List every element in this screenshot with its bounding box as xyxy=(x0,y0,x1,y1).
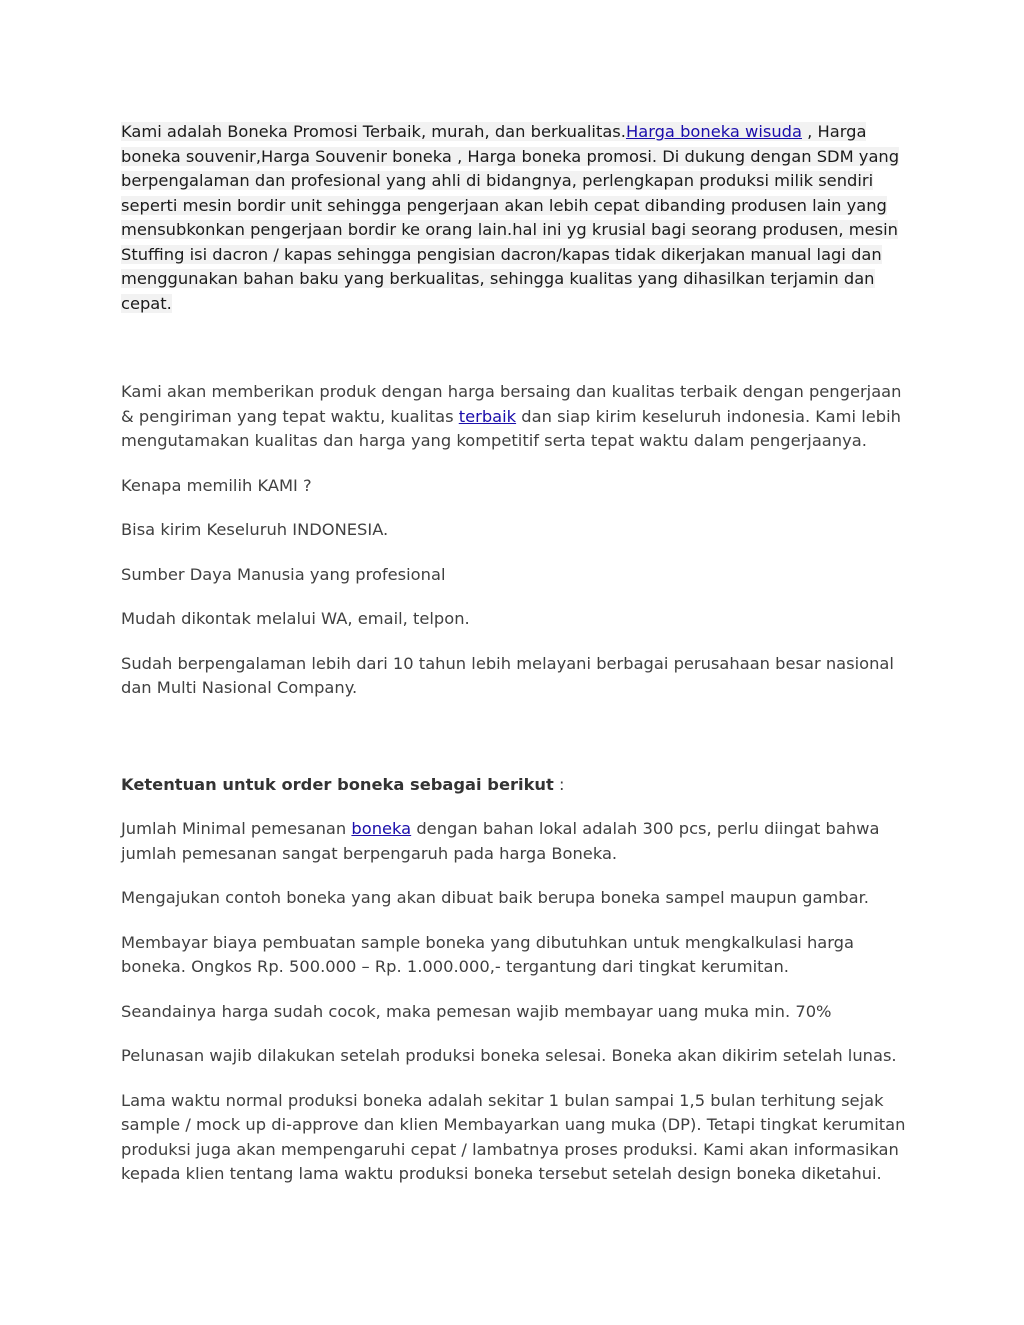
intro-text-start: Kami adalah Boneka Promosi Terbaik, murah, dan berkualitas. xyxy=(121,122,626,141)
terms-production-time: Lama waktu normal produksi boneka adalah sekitar 1 bulan sampai 1,5 bulan terhitung sejak sample / mock up di-approve dan klien Membayarkan uang muka (DP). Tetapi tingkat kerumitan produksi juga akan mempengaruhi cepat / lambatnya proses produksi. Kami akan informasikan kepada klien tentang lama waktu produksi boneka tersebut setelah design boneka diketahui. xyxy=(121,1090,906,1183)
min-order-text-end: dengan bahan lokal adalah 300 pcs, perlu diingat bahwa jumlah pemesanan sangat berpengaruh pada harga Boneka. xyxy=(121,819,880,863)
harga-boneka-wisuda-link[interactable]: Harga boneka wisuda xyxy=(625,122,802,141)
intro-paragraph xyxy=(121,120,911,316)
terbaik-link[interactable]: terbaik xyxy=(458,406,517,426)
reason-shipping: Bisa kirim Keseluruh INDONESIA. xyxy=(121,520,389,539)
terms-min-order xyxy=(121,817,911,866)
document-body xyxy=(121,120,911,1207)
section-spacer xyxy=(121,721,911,773)
terms-heading-colon: : xyxy=(553,774,565,794)
terms-sample-fee: Membayar biaya pembuatan sample boneka yang dibutuhkan untuk mengkalkulasi harga boneka. Ongkos Rp. 500.000 – Rp. 1.000.000,- tergantung dari tingkat kerumitan. xyxy=(121,932,854,976)
terms-settlement: Pelunasan wajib dilakukan setelah produksi boneka selesai. Boneka akan dikirim setelah lunas. xyxy=(121,1046,897,1065)
why-question: Kenapa memilih KAMI ? xyxy=(121,475,312,495)
boneka-link[interactable]: boneka xyxy=(351,819,412,838)
terms-sample-submission: Mengajukan contoh boneka yang akan dibuat baik berupa boneka sampel maupun gambar. xyxy=(121,888,869,907)
intro-highlight xyxy=(121,122,899,313)
terms-heading-text: Ketentuan untuk order boneka sebagai berikut xyxy=(121,774,554,794)
offer-text-start: Kami akan memberikan produk dengan harga bersaing dan kualitas terbaik dengan pengerjaan & pengiriman yang tepat waktu, kualitas xyxy=(121,382,902,426)
intro-text-end: , Harga boneka souvenir,Harga Souvenir boneka , Harga boneka promosi. Di dukung dengan SDM yang berpengalaman dan profesional yang ahli di bidangnya, perlengkapan produksi milik sendiri seperti mesin bordir unit sehingga pengerjaan akan lebih cepat dibanding produsen lain yang mensubkonkan pengerjaan bordir ke orang lain.hal ini yg krusial bagi seorang produsen, mesin Stuffing isi dacron / kapas sehingga pengisian dacron/kapas tidak dikerjakan manual lagi dan menggunakan bahan baku yang berkualitas, sehingga kualitas yang dihasilkan terjamin dan cepat. xyxy=(121,122,900,313)
terms-heading xyxy=(121,773,911,798)
terms-down-payment: Seandainya harga sudah cocok, maka pemesan wajib membayar uang muka min. 70% xyxy=(121,1001,832,1021)
reason-professional-staff: Sumber Daya Manusia yang profesional xyxy=(121,564,446,584)
min-order-text-start: Jumlah Minimal pemesanan xyxy=(121,819,352,838)
reason-easy-contact: Mudah dikontak melalui WA, email, telpon. xyxy=(121,609,470,628)
offer-paragraph xyxy=(121,380,911,454)
reason-experience: Sudah berpengalaman lebih dari 10 tahun lebih melayani berbagai perusahaan besar nasional dan Multi Nasional Company. xyxy=(121,653,894,697)
offer-text-end: dan siap kirim keseluruh indonesia. Kami lebih mengutamakan kualitas dan harga yang kompetitif serta tepat waktu dalam pengerjaanya. xyxy=(121,406,901,450)
